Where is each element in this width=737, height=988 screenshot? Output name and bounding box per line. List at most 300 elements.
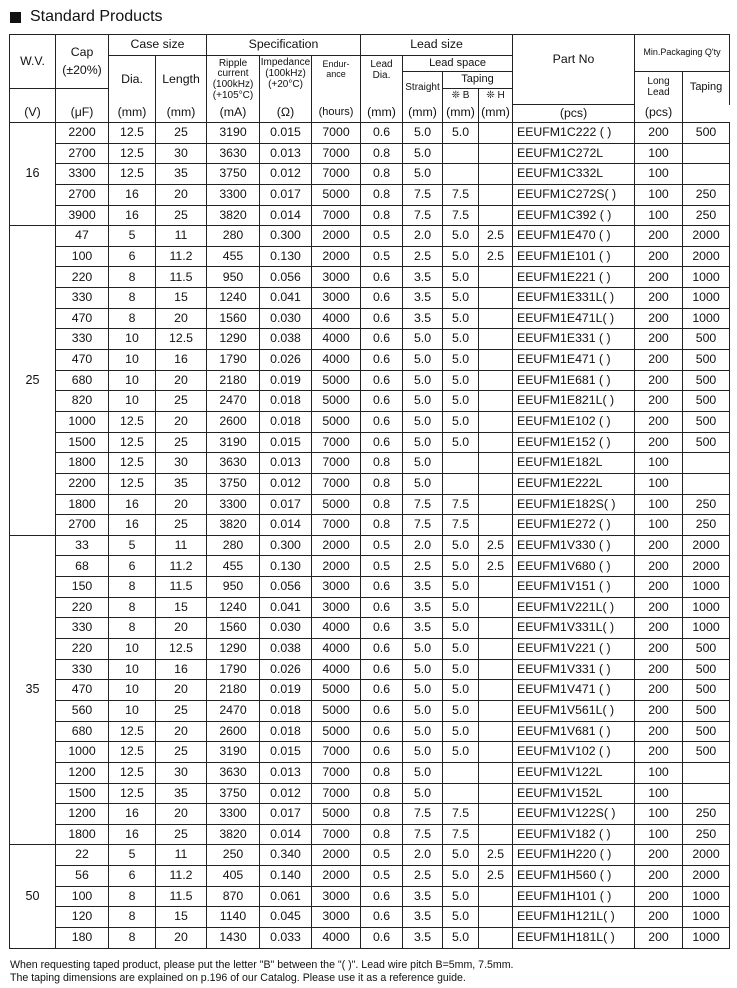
cell-taping-b <box>443 473 479 494</box>
cell-taping-b: 5.0 <box>443 329 479 350</box>
cell-dia: 12.5 <box>109 742 156 763</box>
cell-taping-b: 5.0 <box>443 370 479 391</box>
table-row <box>10 804 730 825</box>
table-row <box>10 680 730 701</box>
cell-endurance: 7000 <box>312 164 361 185</box>
cell-ripple: 280 <box>207 226 260 247</box>
cell-cap: 1000 <box>56 411 109 432</box>
table-row <box>10 184 730 205</box>
cell-part-no: EEUFM1E331 ( ) <box>513 329 635 350</box>
cell-straight: 5.0 <box>403 164 443 185</box>
cell-length: 16 <box>156 659 207 680</box>
cell-long-lead-qty: 100 <box>635 515 683 536</box>
cell-taping-h <box>479 494 513 515</box>
header-lead-dia: Lead Dia. <box>361 56 403 105</box>
cell-straight: 2.5 <box>403 866 443 887</box>
cell-part-no: EEUFM1V182 ( ) <box>513 824 635 845</box>
table-row <box>10 556 730 577</box>
standard-products-table <box>9 34 730 949</box>
cell-endurance: 3000 <box>312 597 361 618</box>
cell-cap: 47 <box>56 226 109 247</box>
cell-taping-h <box>479 659 513 680</box>
cell-lead-dia: 0.8 <box>361 453 403 474</box>
cell-taping-h <box>479 432 513 453</box>
cell-endurance: 7000 <box>312 515 361 536</box>
cell-dia: 10 <box>109 350 156 371</box>
cell-taping-b: 7.5 <box>443 205 479 226</box>
table-row <box>10 639 730 660</box>
cell-lead-dia: 0.6 <box>361 267 403 288</box>
cell-taping-qty: 1000 <box>683 267 730 288</box>
cell-taping-qty: 2000 <box>683 535 730 556</box>
cell-endurance: 4000 <box>312 927 361 948</box>
cell-ripple: 3750 <box>207 164 260 185</box>
cell-dia: 5 <box>109 845 156 866</box>
cell-endurance: 7000 <box>312 123 361 144</box>
header-taping-b-unit: (mm) <box>443 105 479 123</box>
cell-long-lead-qty: 200 <box>635 391 683 412</box>
cell-ripple: 870 <box>207 886 260 907</box>
cell-taping-b: 5.0 <box>443 308 479 329</box>
cell-impedance: 0.019 <box>260 370 312 391</box>
cell-length: 12.5 <box>156 329 207 350</box>
cell-length: 16 <box>156 350 207 371</box>
cell-length: 11 <box>156 226 207 247</box>
table-row <box>10 700 730 721</box>
cell-cap: 68 <box>56 556 109 577</box>
cell-lead-dia: 0.6 <box>361 700 403 721</box>
cell-lead-dia: 0.6 <box>361 370 403 391</box>
cell-part-no: EEUFM1H220 ( ) <box>513 845 635 866</box>
cell-dia: 6 <box>109 556 156 577</box>
cell-part-no: EEUFM1E101 ( ) <box>513 246 635 267</box>
cell-part-no: EEUFM1E681 ( ) <box>513 370 635 391</box>
header-impedance: Impedance (100kHz) (+20°C) <box>260 56 312 105</box>
cell-taping-qty: 500 <box>683 659 730 680</box>
cell-part-no: EEUFM1V331L( ) <box>513 618 635 639</box>
cell-long-lead-qty: 200 <box>635 700 683 721</box>
cell-taping-b <box>443 453 479 474</box>
cell-long-lead-qty: 100 <box>635 143 683 164</box>
cell-lead-dia: 0.6 <box>361 350 403 371</box>
cell-endurance: 5000 <box>312 184 361 205</box>
cell-taping-b: 5.0 <box>443 267 479 288</box>
cell-impedance: 0.033 <box>260 927 312 948</box>
cell-part-no: EEUFM1E821L( ) <box>513 391 635 412</box>
cell-dia: 10 <box>109 680 156 701</box>
cell-cap: 2700 <box>56 515 109 536</box>
cell-taping-qty <box>683 473 730 494</box>
cell-endurance: 5000 <box>312 721 361 742</box>
cell-taping-qty: 500 <box>683 370 730 391</box>
cell-cap: 2200 <box>56 473 109 494</box>
cell-taping-h <box>479 886 513 907</box>
cell-impedance: 0.041 <box>260 288 312 309</box>
cell-dia: 12.5 <box>109 473 156 494</box>
cell-taping-b <box>443 783 479 804</box>
cell-taping-qty: 2000 <box>683 246 730 267</box>
cell-length: 20 <box>156 494 207 515</box>
cell-taping-h <box>479 288 513 309</box>
cell-length: 20 <box>156 411 207 432</box>
cell-taping-qty: 500 <box>683 680 730 701</box>
header-taping-qty-unit: (pcs) <box>635 105 683 123</box>
header-taping-h: ❊ H <box>479 89 513 105</box>
cell-taping-qty: 250 <box>683 184 730 205</box>
cell-impedance: 0.026 <box>260 659 312 680</box>
cell-taping-h <box>479 370 513 391</box>
cell-lead-dia: 0.8 <box>361 762 403 783</box>
cell-cap: 180 <box>56 927 109 948</box>
cell-taping-b: 5.0 <box>443 742 479 763</box>
cell-cap: 680 <box>56 370 109 391</box>
cell-endurance: 2000 <box>312 226 361 247</box>
cell-straight: 7.5 <box>403 515 443 536</box>
cell-taping-b: 5.0 <box>443 886 479 907</box>
cell-ripple: 3750 <box>207 783 260 804</box>
cell-cap: 1200 <box>56 804 109 825</box>
cell-length: 20 <box>156 370 207 391</box>
table-row <box>10 845 730 866</box>
cell-cap: 1500 <box>56 432 109 453</box>
cell-lead-dia: 0.6 <box>361 639 403 660</box>
cell-length: 25 <box>156 391 207 412</box>
cell-length: 11.2 <box>156 866 207 887</box>
cell-cap: 470 <box>56 308 109 329</box>
cell-dia: 8 <box>109 267 156 288</box>
cell-length: 25 <box>156 742 207 763</box>
cell-ripple: 1240 <box>207 597 260 618</box>
cell-taping-h <box>479 164 513 185</box>
cell-taping-qty: 1000 <box>683 577 730 598</box>
table-row <box>10 288 730 309</box>
cell-taping-qty: 500 <box>683 391 730 412</box>
cell-lead-dia: 0.6 <box>361 308 403 329</box>
cell-taping-qty: 250 <box>683 804 730 825</box>
cell-straight: 5.0 <box>403 329 443 350</box>
cell-dia: 8 <box>109 907 156 928</box>
cell-taping-b: 5.0 <box>443 535 479 556</box>
footnote-taping-dimensions: The taping dimensions are explained on p.196 of our Catalog. Please use it as a reference guide. <box>10 972 466 984</box>
cell-straight: 5.0 <box>403 453 443 474</box>
table-row <box>10 597 730 618</box>
table-row <box>10 432 730 453</box>
cell-dia: 16 <box>109 205 156 226</box>
cell-lead-dia: 0.8 <box>361 824 403 845</box>
cell-endurance: 4000 <box>312 329 361 350</box>
table-row <box>10 453 730 474</box>
cell-impedance: 0.038 <box>260 329 312 350</box>
cell-taping-h <box>479 184 513 205</box>
cell-part-no: EEUFM1C222 ( ) <box>513 123 635 144</box>
cell-taping-qty: 500 <box>683 721 730 742</box>
cell-taping-b: 5.0 <box>443 432 479 453</box>
cell-length: 12.5 <box>156 639 207 660</box>
cell-ripple: 455 <box>207 246 260 267</box>
cell-dia: 8 <box>109 577 156 598</box>
table-row <box>10 618 730 639</box>
cell-impedance: 0.013 <box>260 453 312 474</box>
table-row <box>10 308 730 329</box>
cell-impedance: 0.013 <box>260 762 312 783</box>
cell-dia: 6 <box>109 866 156 887</box>
cell-endurance: 7000 <box>312 783 361 804</box>
cell-long-lead-qty: 200 <box>635 226 683 247</box>
cell-cap: 3300 <box>56 164 109 185</box>
cell-ripple: 250 <box>207 845 260 866</box>
table-row <box>10 123 730 144</box>
cell-taping-qty: 500 <box>683 123 730 144</box>
cell-lead-dia: 0.6 <box>361 329 403 350</box>
cell-long-lead-qty: 100 <box>635 205 683 226</box>
table-row <box>10 742 730 763</box>
cell-length: 30 <box>156 453 207 474</box>
cell-taping-b: 5.0 <box>443 680 479 701</box>
header-cap-tolerance: (±20%) <box>62 62 102 77</box>
cell-ripple: 950 <box>207 577 260 598</box>
cell-long-lead-qty: 200 <box>635 370 683 391</box>
cell-long-lead-qty: 200 <box>635 556 683 577</box>
cell-straight: 3.5 <box>403 288 443 309</box>
cell-endurance: 5000 <box>312 391 361 412</box>
cell-endurance: 4000 <box>312 639 361 660</box>
cell-impedance: 0.015 <box>260 123 312 144</box>
cell-taping-qty: 250 <box>683 515 730 536</box>
cell-impedance: 0.014 <box>260 205 312 226</box>
cell-impedance: 0.018 <box>260 391 312 412</box>
cell-ripple: 3630 <box>207 762 260 783</box>
cell-dia: 10 <box>109 329 156 350</box>
header-lead-size: Lead size <box>361 35 513 56</box>
cell-dia: 5 <box>109 535 156 556</box>
header-length-unit: (mm) <box>156 105 207 123</box>
header-length: Length <box>156 56 207 105</box>
cell-taping-qty <box>683 164 730 185</box>
header-specification: Specification <box>207 35 361 56</box>
cell-ripple: 2180 <box>207 680 260 701</box>
cell-ripple: 3300 <box>207 494 260 515</box>
table-row <box>10 577 730 598</box>
header-dia: Dia. <box>109 56 156 105</box>
cell-part-no: EEUFM1C272S( ) <box>513 184 635 205</box>
cell-length: 30 <box>156 762 207 783</box>
table-row <box>10 927 730 948</box>
cell-cap: 56 <box>56 866 109 887</box>
cell-long-lead-qty: 200 <box>635 659 683 680</box>
cell-straight: 3.5 <box>403 308 443 329</box>
header-lead-dia-unit: (mm) <box>361 105 403 123</box>
cell-cap: 470 <box>56 680 109 701</box>
cell-taping-qty: 2000 <box>683 866 730 887</box>
cell-taping-h <box>479 515 513 536</box>
cell-impedance: 0.130 <box>260 556 312 577</box>
cell-taping-h <box>479 143 513 164</box>
cell-impedance: 0.013 <box>260 143 312 164</box>
cell-part-no: EEUFM1E331L( ) <box>513 288 635 309</box>
cell-straight: 2.5 <box>403 556 443 577</box>
cell-ripple: 3300 <box>207 184 260 205</box>
cell-dia: 8 <box>109 597 156 618</box>
header-straight: Straight <box>403 72 443 105</box>
cell-dia: 16 <box>109 804 156 825</box>
cell-taping-qty <box>683 783 730 804</box>
cell-taping-qty: 500 <box>683 742 730 763</box>
cell-lead-dia: 0.8 <box>361 494 403 515</box>
cell-taping-h <box>479 804 513 825</box>
table-row <box>10 205 730 226</box>
cell-straight: 5.0 <box>403 123 443 144</box>
cell-taping-b: 5.0 <box>443 577 479 598</box>
cell-taping-b: 5.0 <box>443 700 479 721</box>
cell-length: 20 <box>156 618 207 639</box>
cell-length: 25 <box>156 432 207 453</box>
cell-cap: 220 <box>56 597 109 618</box>
header-min-packaging: Min.Packaging Q'ty <box>635 35 730 72</box>
cell-long-lead-qty: 200 <box>635 845 683 866</box>
cell-endurance: 7000 <box>312 742 361 763</box>
header-wv-unit: (V) <box>10 105 56 123</box>
cell-part-no: EEUFM1V102 ( ) <box>513 742 635 763</box>
cell-dia: 12.5 <box>109 453 156 474</box>
cell-long-lead-qty: 200 <box>635 267 683 288</box>
cell-endurance: 4000 <box>312 308 361 329</box>
cell-cap: 220 <box>56 639 109 660</box>
cell-taping-h <box>479 742 513 763</box>
header-cap-spacer <box>56 89 109 105</box>
cell-lead-dia: 0.8 <box>361 515 403 536</box>
cell-long-lead-qty: 100 <box>635 184 683 205</box>
cell-endurance: 3000 <box>312 886 361 907</box>
cell-endurance: 5000 <box>312 680 361 701</box>
cell-part-no: EEUFM1E182S( ) <box>513 494 635 515</box>
header-ripple-current: Ripple current (100kHz) (+105°C) <box>207 56 260 105</box>
cell-taping-b: 5.0 <box>443 556 479 577</box>
cell-long-lead-qty: 100 <box>635 494 683 515</box>
cell-cap: 3900 <box>56 205 109 226</box>
cell-straight: 7.5 <box>403 824 443 845</box>
cell-impedance: 0.018 <box>260 411 312 432</box>
cell-taping-b <box>443 762 479 783</box>
cell-long-lead-qty: 100 <box>635 824 683 845</box>
cell-lead-dia: 0.6 <box>361 432 403 453</box>
cell-straight: 3.5 <box>403 927 443 948</box>
cell-cap: 22 <box>56 845 109 866</box>
cell-cap: 1500 <box>56 783 109 804</box>
cell-long-lead-qty: 200 <box>635 432 683 453</box>
section-title-text: Standard Products <box>30 8 163 25</box>
cell-taping-qty: 1000 <box>683 597 730 618</box>
header-long-lead-unit: (pcs) <box>513 105 635 123</box>
cell-lead-dia: 0.6 <box>361 742 403 763</box>
cell-length: 20 <box>156 308 207 329</box>
cell-ripple: 950 <box>207 267 260 288</box>
cell-lead-dia: 0.5 <box>361 556 403 577</box>
cell-endurance: 7000 <box>312 143 361 164</box>
cell-impedance: 0.017 <box>260 804 312 825</box>
cell-long-lead-qty: 100 <box>635 804 683 825</box>
table-row <box>10 721 730 742</box>
cell-straight: 3.5 <box>403 886 443 907</box>
cell-cap: 150 <box>56 577 109 598</box>
cell-taping-qty: 1000 <box>683 886 730 907</box>
cell-ripple: 2470 <box>207 700 260 721</box>
cell-impedance: 0.056 <box>260 267 312 288</box>
cell-cap: 33 <box>56 535 109 556</box>
cell-taping-qty: 250 <box>683 205 730 226</box>
cell-ripple: 280 <box>207 535 260 556</box>
cell-impedance: 0.012 <box>260 783 312 804</box>
cell-straight: 3.5 <box>403 267 443 288</box>
table-row <box>10 659 730 680</box>
cell-endurance: 3000 <box>312 577 361 598</box>
cell-straight: 7.5 <box>403 205 443 226</box>
cell-straight: 3.5 <box>403 597 443 618</box>
cell-taping-qty: 500 <box>683 411 730 432</box>
cell-lead-dia: 0.8 <box>361 783 403 804</box>
footnote-taping-request: When requesting taped product, please put the letter "B" between the "( )". Lead wire pitch B=5mm, 7.5mm. <box>10 959 514 971</box>
header-taping-qty: Taping <box>683 72 730 105</box>
table-row <box>10 267 730 288</box>
cell-ripple: 3190 <box>207 123 260 144</box>
cell-straight: 5.0 <box>403 143 443 164</box>
cell-taping-b: 5.0 <box>443 411 479 432</box>
cell-length: 25 <box>156 515 207 536</box>
cell-part-no: EEUFM1V331 ( ) <box>513 659 635 680</box>
table-body <box>10 123 730 949</box>
cell-ripple: 2600 <box>207 411 260 432</box>
cell-lead-dia: 0.6 <box>361 411 403 432</box>
cell-ripple: 1560 <box>207 308 260 329</box>
cell-ripple: 3630 <box>207 453 260 474</box>
cell-taping-b <box>443 164 479 185</box>
cell-cap: 2200 <box>56 123 109 144</box>
cell-lead-dia: 0.8 <box>361 804 403 825</box>
cell-endurance: 3000 <box>312 267 361 288</box>
cell-dia: 8 <box>109 927 156 948</box>
cell-lead-dia: 0.6 <box>361 886 403 907</box>
cell-lead-dia: 0.6 <box>361 123 403 144</box>
cell-taping-b: 5.0 <box>443 618 479 639</box>
cell-taping-b <box>443 143 479 164</box>
cell-taping-qty: 500 <box>683 639 730 660</box>
cell-taping-b: 5.0 <box>443 226 479 247</box>
cell-long-lead-qty: 200 <box>635 535 683 556</box>
cell-long-lead-qty: 200 <box>635 886 683 907</box>
cell-length: 15 <box>156 288 207 309</box>
cell-impedance: 0.014 <box>260 824 312 845</box>
cell-dia: 16 <box>109 184 156 205</box>
cell-cap: 100 <box>56 886 109 907</box>
cell-straight: 5.0 <box>403 411 443 432</box>
cell-long-lead-qty: 200 <box>635 680 683 701</box>
cell-cap: 1800 <box>56 494 109 515</box>
cell-taping-b: 5.0 <box>443 123 479 144</box>
cell-ripple: 1790 <box>207 659 260 680</box>
cell-taping-h: 2.5 <box>479 556 513 577</box>
cell-impedance: 0.026 <box>260 350 312 371</box>
cell-straight: 2.0 <box>403 845 443 866</box>
cell-straight: 5.0 <box>403 432 443 453</box>
cell-part-no: EEUFM1V221 ( ) <box>513 639 635 660</box>
cell-length: 11 <box>156 535 207 556</box>
table-row <box>10 535 730 556</box>
cell-taping-h <box>479 907 513 928</box>
cell-taping-qty: 500 <box>683 700 730 721</box>
cell-ripple: 3820 <box>207 515 260 536</box>
cell-endurance: 2000 <box>312 845 361 866</box>
cell-lead-dia: 0.5 <box>361 246 403 267</box>
cell-part-no: EEUFM1V680 ( ) <box>513 556 635 577</box>
